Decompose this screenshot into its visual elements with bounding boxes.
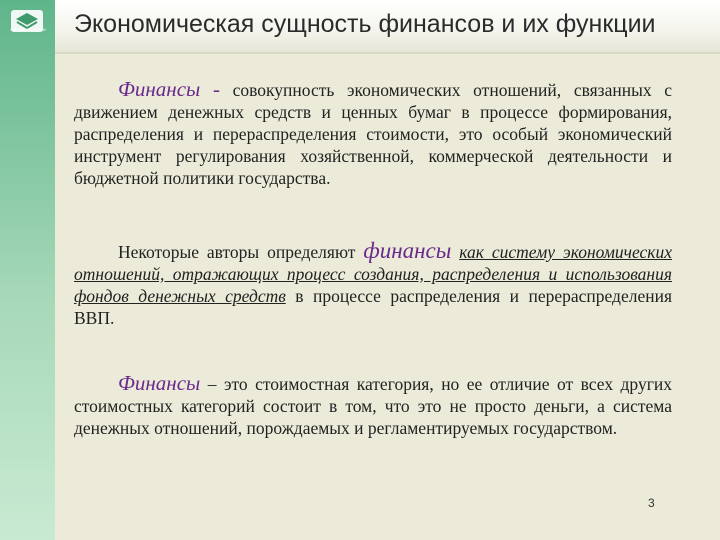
paragraph-definition-2	[74, 240, 672, 329]
paragraph-definition-1	[74, 78, 672, 189]
paragraph-1-text: совокупность экономических отношений, связанных с движением денежных средств и ценных бумаг в процессе формирования, распределения и перераспределения стоимости, это особый экономический инструмент регулирования хозяйственной, коммерческой деятельности и бюджетной политики государства.	[74, 80, 673, 188]
header-divider	[55, 52, 720, 54]
term-finance-2: финансы	[363, 238, 452, 263]
paragraph-2-tail: в процессе распределения и перераспределения ВВП.	[74, 286, 673, 328]
paragraph-2-emphasis: как системy экономических отношений, отражающих процесс создания, распределения и использования фондов денежных средств	[74, 242, 673, 306]
paragraph-3-text: – это стоимостная категория, но ее отличие от всех других стоимостных категорий состоит в том, что это не просто деньги, а система денежных отношений, порождаемых и регламентируемых государством.	[74, 374, 672, 438]
page-number: 3	[648, 496, 655, 510]
paragraph-definition-3	[74, 372, 672, 439]
paragraph-2-lead: Некоторые авторы определяют	[118, 242, 356, 262]
sidebar-bar	[0, 0, 55, 540]
bank-logo-icon	[9, 8, 45, 42]
term-finance-1: Финансы	[118, 77, 201, 101]
term-dash: -	[212, 77, 220, 101]
term-finance-3: Финансы	[118, 371, 201, 395]
logo-text: СБЕРБАНК РОССИИ	[10, 28, 46, 32]
slide-title: Экономическая сущность финансов и их функции	[74, 10, 656, 38]
